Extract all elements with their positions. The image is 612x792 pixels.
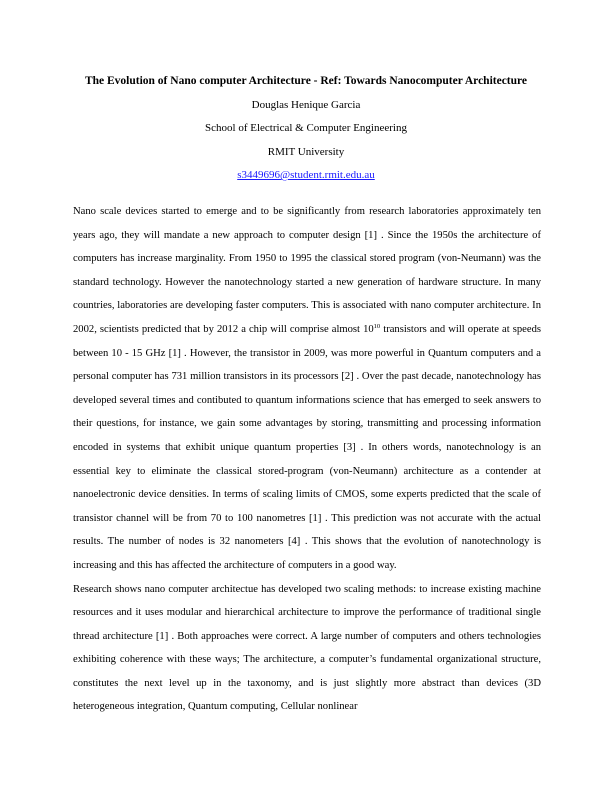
exponent: 10 xyxy=(373,322,381,330)
paragraph-1-text-a: Nano scale devices started to emerge and to be significantly from research laboratories approximately ten years ago, they will mandate a new approach to computer design [1] . Since the 1950s the architecture of computers has increase marginality. From 1950 to 1995 the classical stored program (von-Neumann) was the standard technology. However the nanotechnology started a new generation of hardware structure. In many countries, laboratories are developing faster computers. This is associated with nano computer architecture. In 2002, scientists predicted that by 2012 a chip will comprise almost 10 xyxy=(73,206,541,335)
author-school: School of Electrical & Computer Engineering xyxy=(205,122,407,134)
paper-header xyxy=(0,70,612,188)
author-university: RMIT University xyxy=(267,145,345,158)
author-name: Douglas Henique Garcia xyxy=(251,98,361,111)
author-email-link[interactable]: s3449696@student.rmit.edu.au xyxy=(237,169,375,181)
paragraph-1-text-b: transistors and will operate at speeds between 10 - 15 GHz [1] . However, the transistor in 2009, was more powerful in Quantum computers and a personal computer has 731 million transistors in its processors [2] . Over the past decade, nanotechnology has developed several times and contibuted to quantum informations science that has emerged to seek answers to their questions, for instance, we gain some advantages by storing, transmitting and processing information encoded in systems that exhibit unique quantum properties [3] . In others words, nanotechnology is an essential key to eliminate the classical stored-program (von-Neumann) architecture as a contender at nanoelectronic device densities. In terms of scaling limits of CMOS, some experts predicted that the scale of transistor channel will be from 70 to 100 nanometres [1] . This prediction was not accurate with the actual results. The number of nodes is 32 nanometers [4] . This shows that the evolution of nanotechnology is increasing and this has affected the architecture of computers in a good way. xyxy=(73,323,542,571)
paper-title: The Evolution of Nano computer Architecture - Ref: Towards Nanocomputer Architecture xyxy=(84,75,528,87)
body-paragraph-2: Research shows nano computer architectue has developed two scaling methods: to increase existing machine resources and it uses modular and hierarchical architecture to improve the performance of traditional single thread architecture [1] . Both approaches were correct. A large number of computers and others technologies exhibiting coherence with these ways; The architecture, a computer’s fundamental organizational structure, constitutes the next level up in the taxonomy, and is just slightly more abstract than devices (3D heterogeneous integration, Quantum computing, Cellular nonlinear xyxy=(73,583,541,713)
body-paragraph-1 xyxy=(73,200,541,578)
paper-body xyxy=(73,200,541,719)
